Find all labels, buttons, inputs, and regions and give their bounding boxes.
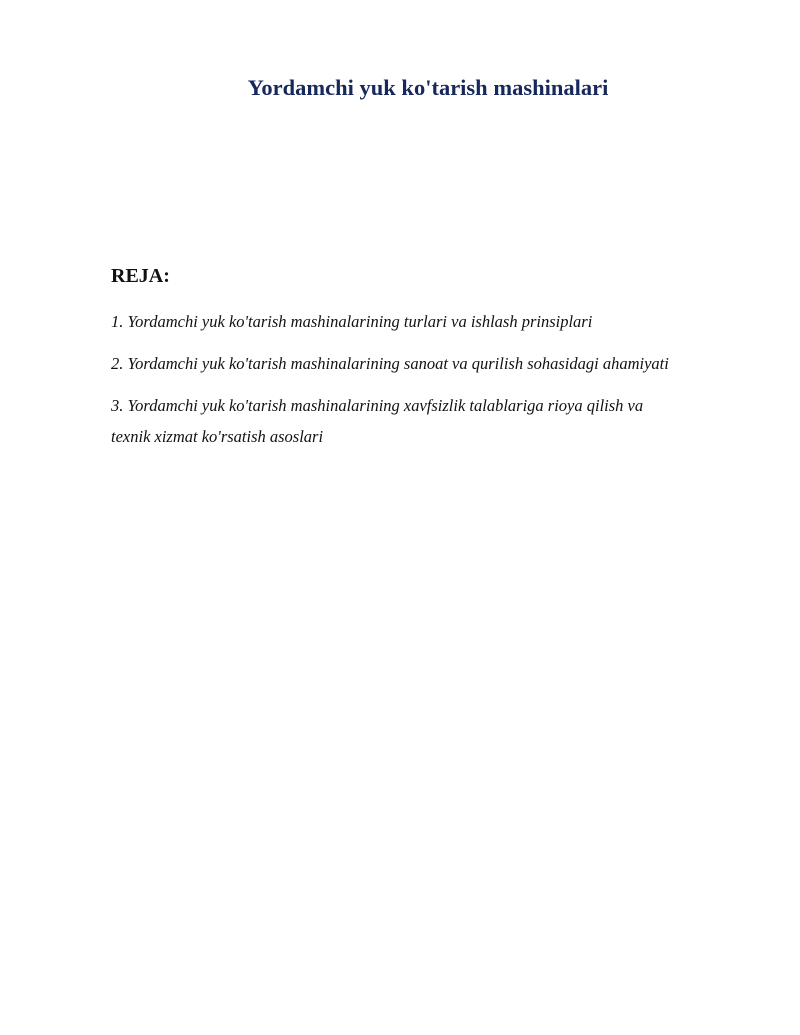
plan-item-1 [111, 306, 751, 337]
plan-item-3-line-2: texnik xizmat ko'rsatish asoslari [111, 427, 324, 446]
plan-item-2-line-1: 2. Yordamchi yuk ko'tarish mashinalarining sanoat va qurilish sohasidagi ahamiyati [111, 354, 669, 373]
plan-list [111, 306, 751, 463]
document-title: Yordamchi yuk ko'tarish mashinalari [247, 75, 609, 100]
plan-heading: REJA: [111, 265, 170, 287]
plan-item-3 [111, 390, 751, 452]
plan-item-3-line-1: 3. Yordamchi yuk ko'tarish mashinalarining xavfsizlik talablariga rioya qilish va [111, 396, 644, 415]
plan-item-1-line-1: 1. Yordamchi yuk ko'tarish mashinalarining turlari va ishlash prinsiplari [111, 312, 593, 331]
plan-item-2 [111, 348, 751, 379]
